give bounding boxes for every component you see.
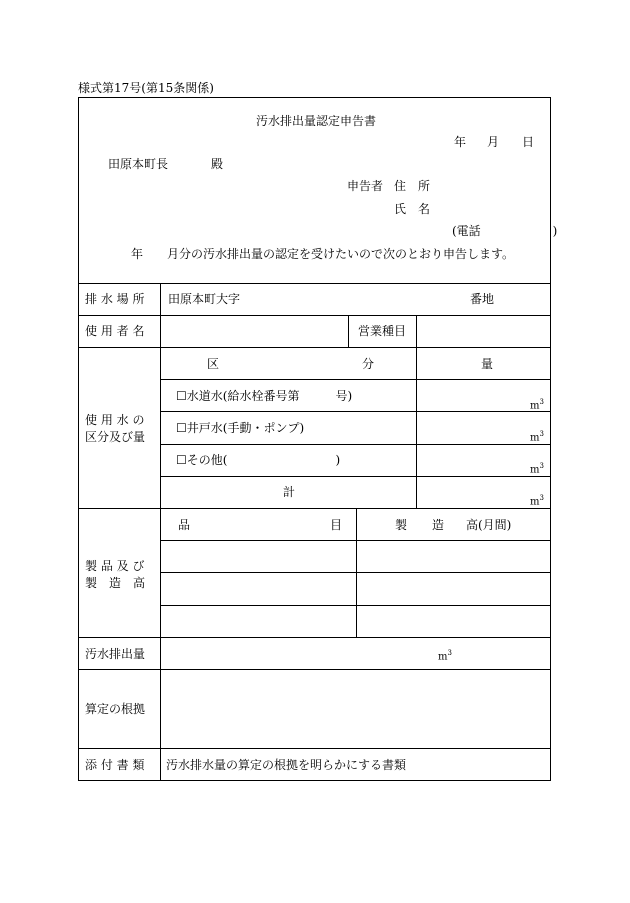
- rule: [356, 508, 357, 637]
- products-label-line1: 製 品 及 び: [85, 559, 145, 573]
- drain-location-suffix: 番地: [470, 292, 495, 306]
- business-type-label: 営業種目: [358, 324, 407, 338]
- date-day-label: 日: [522, 135, 535, 149]
- application-form: [78, 97, 551, 781]
- col-item-2: 目: [330, 518, 343, 532]
- phone-label: (電話 ): [452, 224, 558, 238]
- other-water-unit: $m^3$: [530, 462, 544, 476]
- rule: [348, 315, 349, 347]
- col-division: 分: [362, 357, 375, 371]
- col-category: 区: [207, 357, 220, 371]
- attachments-label: 添 付 書 類: [85, 758, 145, 772]
- col-amount: 量: [481, 357, 494, 371]
- rule: [78, 508, 551, 509]
- rule: [78, 637, 551, 638]
- rule: [78, 283, 551, 284]
- total-unit: $m^3$: [530, 494, 544, 508]
- rule: [78, 347, 551, 348]
- discharge-unit: $m^3$: [438, 649, 452, 663]
- drain-location-prefix: 田原本町大字: [168, 292, 241, 306]
- rule: [160, 283, 161, 781]
- total-label: 計: [283, 485, 296, 499]
- well-water-unit: $m^3$: [530, 430, 544, 444]
- applicant-label: 申告者: [347, 179, 384, 193]
- water-usage-label-line2: 区分及び量: [85, 430, 146, 444]
- attachments-value: 汚水排水量の算定の根拠を明らかにする書類: [166, 758, 407, 772]
- name-label: 氏 名: [394, 202, 431, 216]
- statement: 年 月分の汚水排出量の認定を受けたいので次のとおり申告します。: [131, 247, 515, 261]
- rule: [78, 315, 551, 316]
- rule: [416, 347, 417, 508]
- water-usage-label-line1: 使 用 水 の: [85, 413, 145, 427]
- tap-water-unit: $m^3$: [530, 398, 544, 412]
- drain-location-label: 排 水 場 所: [85, 292, 145, 306]
- date-month-label: 月: [487, 135, 500, 149]
- col-volume-1: 製: [395, 518, 408, 532]
- tap-water-option: ☐水道水(給水栓番号第 号): [176, 389, 353, 403]
- well-water-option: ☐井戸水(手動・ポンプ): [176, 421, 305, 435]
- rule: [160, 444, 551, 445]
- basis-label: 算定の根拠: [85, 702, 146, 716]
- form-number: 様式第17号(第15条関係): [78, 81, 214, 95]
- rule: [160, 379, 551, 380]
- form-title: 汚水排出量認定申告書: [256, 114, 377, 128]
- col-item-1: 品: [178, 518, 191, 532]
- rule: [78, 748, 551, 749]
- honorific: 殿: [211, 157, 224, 171]
- addressee: 田原本町長: [108, 157, 169, 171]
- other-water-option: ☐その他( ): [176, 453, 341, 467]
- rule: [160, 476, 551, 477]
- address-label: 住 所: [394, 179, 431, 193]
- discharge-label: 汚水排出量: [85, 647, 146, 661]
- user-name-label: 使 用 者 名: [85, 324, 145, 338]
- date-year-label: 年: [454, 135, 467, 149]
- rule: [78, 669, 551, 670]
- col-volume-3: 高(月間): [466, 518, 512, 532]
- col-volume-2: 造: [432, 518, 445, 532]
- rule: [416, 315, 417, 347]
- products-label-line2: 製 造 高: [85, 576, 146, 590]
- rule: [160, 411, 551, 412]
